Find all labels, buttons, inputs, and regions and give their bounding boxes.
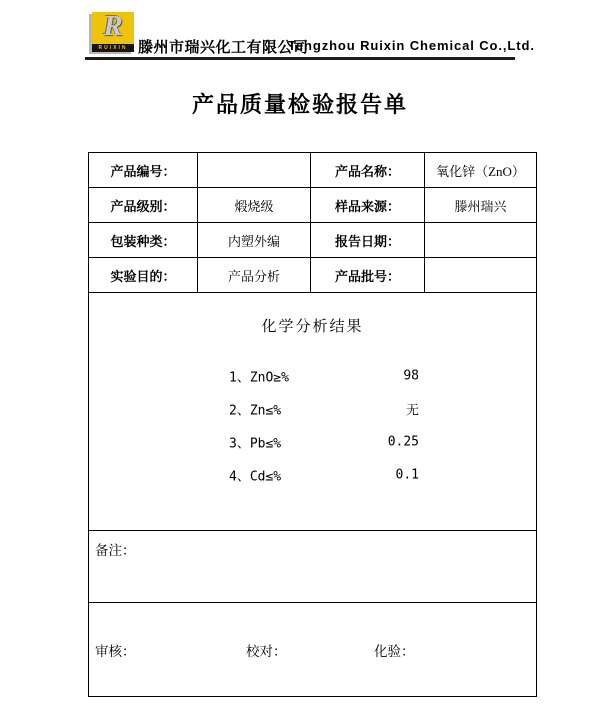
- report-table: [88, 152, 537, 697]
- field-label-batch-no: 产品批号：: [311, 258, 425, 293]
- field-value-product-grade: 煅烧级: [198, 188, 311, 223]
- review-label: 审核：: [95, 643, 136, 659]
- analysis-item: [89, 458, 536, 491]
- table-row: [89, 258, 537, 293]
- analysis-item-value: 0.1: [395, 467, 419, 482]
- proofread-label: 校对：: [246, 643, 287, 659]
- field-label-report-date: 报告日期：: [311, 223, 425, 258]
- analysis-section: [89, 293, 537, 531]
- analysis-title: 化学分析结果: [261, 319, 364, 335]
- field-label-product-grade: 产品级别：: [89, 188, 198, 223]
- logo-r-letter: R: [103, 10, 123, 42]
- field-value-sample-source: 滕州瑞兴: [425, 188, 537, 223]
- field-label-sample-source: 样品来源：: [311, 188, 425, 223]
- field-value-product-no: [198, 153, 311, 188]
- company-name-cn: 滕州市瑞兴化工有限公司: [138, 40, 309, 56]
- header-rule: [85, 57, 515, 60]
- notes-section: [89, 531, 537, 603]
- ruixin-logo: [92, 12, 134, 52]
- analysis-item-label: 3、Pb≤%: [229, 436, 282, 451]
- analysis-item-value: 98: [403, 368, 419, 383]
- company-name-en: Tengzhou Ruixin Chemical Co.,Ltd.: [288, 38, 535, 53]
- analysis-section-row: [89, 293, 537, 531]
- analysis-item: [89, 425, 536, 458]
- notes-label: 备注：: [95, 543, 136, 558]
- analysis-item-label: 1、ZnO≥%: [229, 370, 289, 385]
- table-row: [89, 153, 537, 188]
- table-row: [89, 188, 537, 223]
- analysis-items: [89, 359, 536, 491]
- analysis-item-value: 无: [405, 403, 419, 418]
- field-label-package-type: 包装种类：: [89, 223, 198, 258]
- field-value-test-purpose: 产品分析: [198, 258, 311, 293]
- field-value-batch-no: [425, 258, 537, 293]
- analysis-item-label: 4、Cd≤%: [229, 469, 282, 484]
- field-value-package-type: 内塑外编: [198, 223, 311, 258]
- field-label-product-name: 产品名称：: [311, 153, 425, 188]
- signature-content: [89, 603, 536, 696]
- signature-section: [89, 603, 537, 697]
- field-label-test-purpose: 实验目的：: [89, 258, 198, 293]
- field-value-report-date: [425, 223, 537, 258]
- analysis-item: [89, 359, 536, 392]
- analysis-content: [89, 293, 536, 530]
- page-title: 产品质量检验报告单: [191, 92, 408, 117]
- table-row: [89, 223, 537, 258]
- analysis-item: [89, 392, 536, 425]
- field-value-product-name: 氧化锌（ZnO）: [425, 153, 537, 188]
- analysis-item-value: 0.25: [387, 434, 419, 449]
- logo-brand-text: RUIXIN: [92, 44, 134, 52]
- test-label: 化验：: [374, 643, 415, 659]
- signature-row: [89, 603, 537, 697]
- notes-row: [89, 531, 537, 603]
- field-label-product-no: 产品编号：: [89, 153, 198, 188]
- analysis-item-label: 2、Zn≤%: [229, 403, 282, 418]
